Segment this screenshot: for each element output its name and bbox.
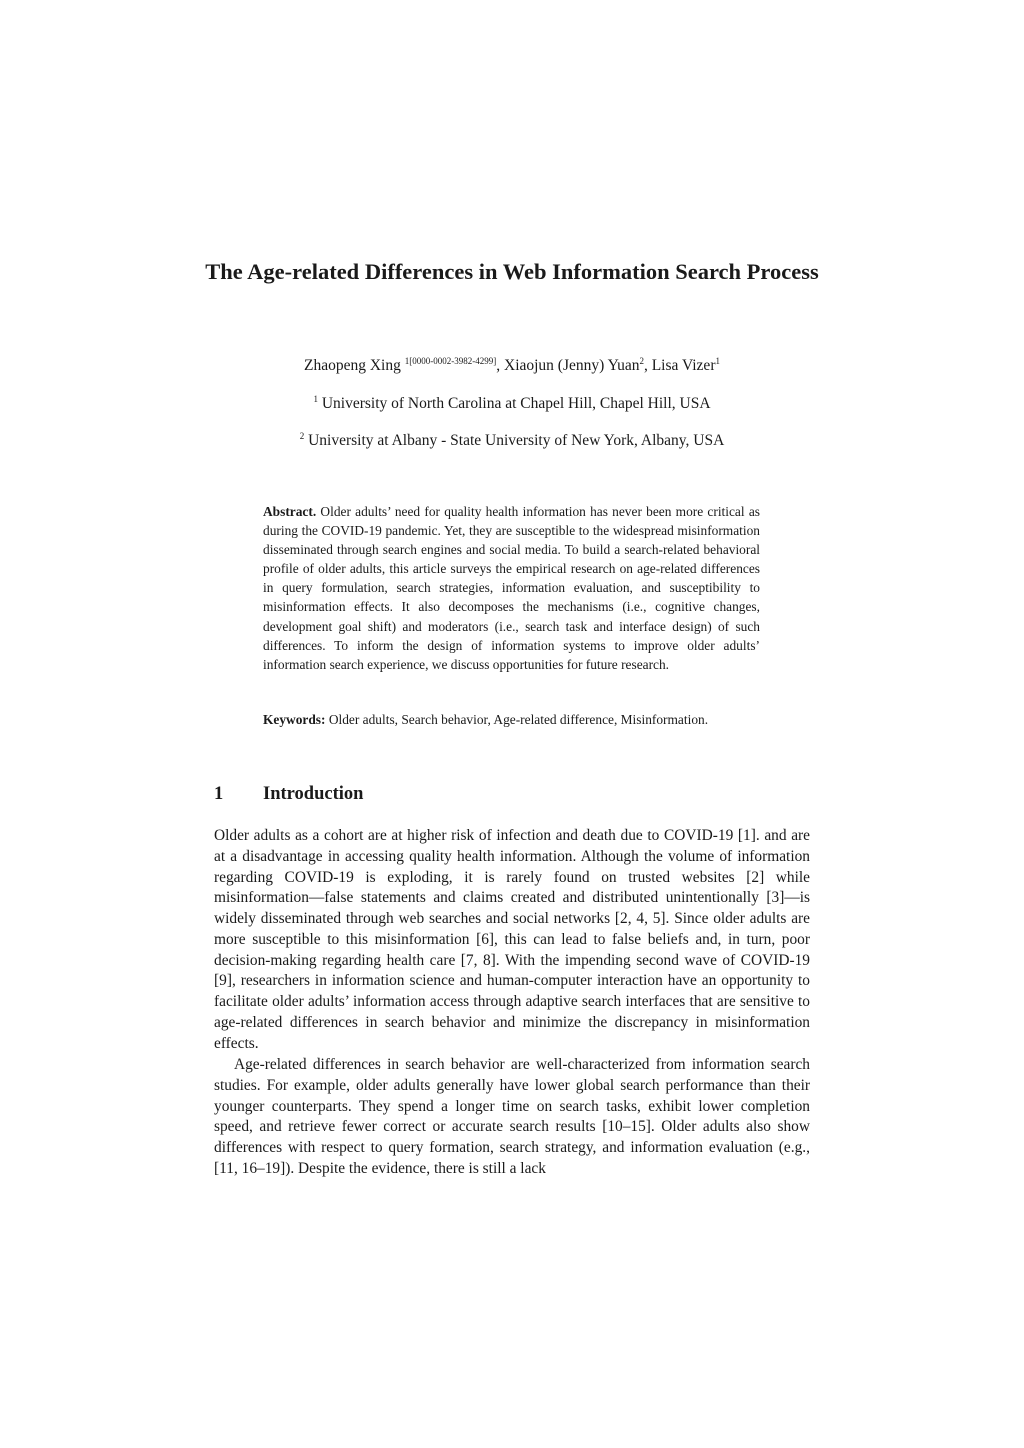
author-affiliation-marker: 2 (639, 355, 644, 366)
author-affiliation-marker: 1 (715, 355, 720, 366)
author-name: Zhaopeng Xing (304, 357, 405, 374)
affiliation-marker: 2 (299, 430, 305, 441)
paper-title: The Age-related Differences in Web Information Search Process (205, 259, 819, 284)
affiliation-marker: 1 (313, 393, 318, 404)
body-paragraph: Older adults as a cohort are at higher risk of infection and death due to COVID-19 [1]. and are at a disadvantage in accessing quality health information. Although the volume of information regarding COVID-19 is exploding, it is rarely found on trusted websites [2] while misinformation—false statements and claims created and distributed unintentionally [3]—is widely disseminated through web searches and social networks [2, 4, 5]. Since older adults are more susceptible to this misinformation [6], this can lead to false beliefs and, in turn, poor decision-making regarding health care [7, 8]. With the impending second wave of COVID-19 [9], researchers in information science and human-computer interaction have an opportunity to facilitate older adults’ information access through adaptive search interfaces that are sensitive to age-related differences in search behavior and minimize the discrepancy in misinformation effects. (214, 827, 810, 1052)
section-number: 1 (214, 784, 224, 804)
author-name: , Lisa Vizer (643, 357, 716, 374)
affiliation-1 (150, 393, 874, 415)
section-heading (214, 781, 363, 807)
body-paragraph: Age-related differences in search behavior are well-characterized from information search studies. For example, older adults generally have lower global search performance than their younger counterparts. They spend a longer time on search tasks, exhibit lower completion speed, and retrieve fewer correct or accurate search results [10–15]. Older adults also show differences with respect to query formation, search strategy, and information evaluation (e.g., [11, 16–19]). Despite the evidence, there is still a lack (214, 1056, 810, 1177)
author-list (150, 354, 874, 378)
section-title: Introduction (263, 784, 364, 804)
affiliation-text: University of North Carolina at Chapel Hill, Chapel Hill, USA (317, 395, 711, 412)
author-affiliation-marker: 1[0000-0002-3982-4299] (404, 355, 497, 366)
abstract-label: Abstract. (263, 504, 317, 519)
affiliation-text: University at Albany - State University of New York, Albany, USA (304, 432, 725, 449)
author-name: , Xiaojun (Jenny) Yuan (496, 357, 640, 374)
keywords-label: Keywords: (263, 712, 326, 727)
keywords (263, 710, 760, 729)
keywords-text: Older adults, Search behavior, Age-related difference, Misinformation. (325, 712, 709, 727)
affiliation-2 (150, 430, 874, 452)
abstract-text: Older adults’ need for quality health information has never been more critical as during the COVID-19 pandemic. Yet, they are susceptible to the widespread misinformation disseminated through search engines and social media. To build a search-related behavioral profile of older adults, this article surveys the empirical research on age-related differences in query formulation, search strategies, information evaluation, and susceptibility to misinformation effects. It also decomposes the mechanisms (i.e., cognitive changes, development goal shift) and moderators (i.e., search task and interface design) of such differences. To inform the design of information systems to improve older adults’ information search experience, we discuss opportunities for future research. (263, 504, 760, 672)
abstract (263, 502, 760, 674)
